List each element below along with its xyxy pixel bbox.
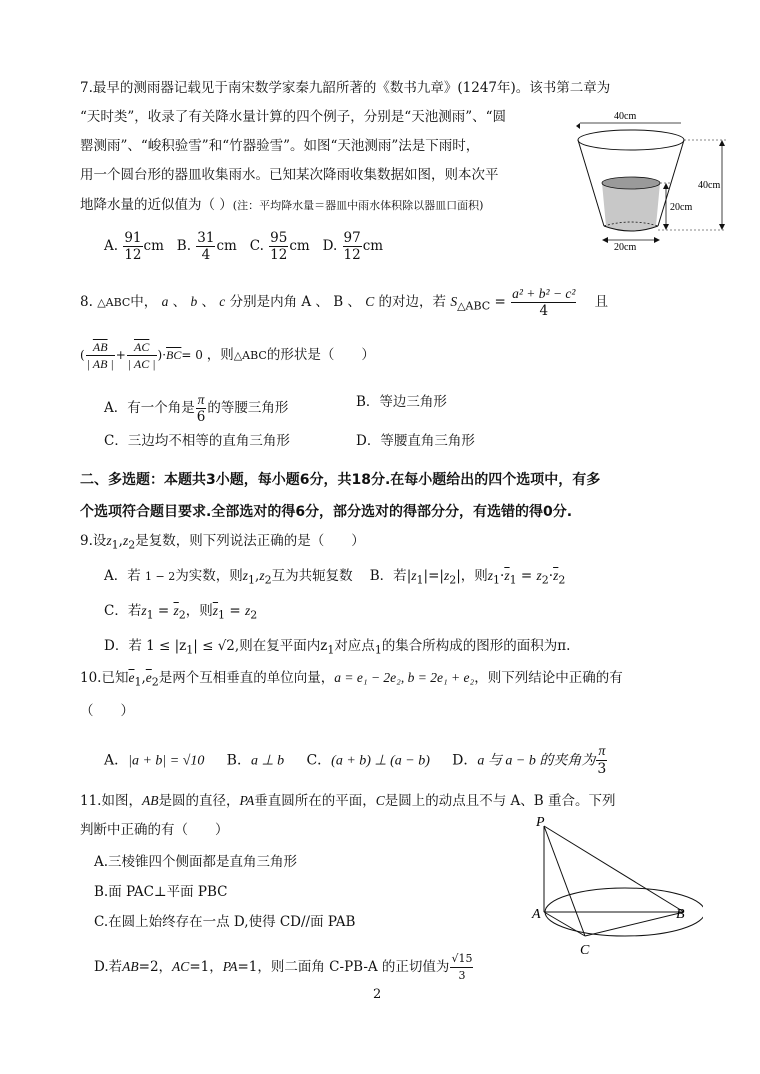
q7-opt-d-unit: cm — [362, 238, 384, 254]
q9-opt-d-4: 的集合所构成的图形的面积为π. — [381, 638, 571, 654]
q8-opt-c: C．三边均不相等的直角三角形 — [104, 433, 290, 449]
q11-stem4: 是圆上的动点且不与 A、B 重合。下列 — [384, 793, 616, 809]
q8-S: S — [450, 294, 458, 309]
q7-fig-height-label: 40cm — [698, 180, 721, 191]
q8-opt-b: B．等边三角形 — [356, 394, 447, 410]
q11-opt-d-AC: AC — [172, 959, 190, 974]
q10-opt-b-expr: a ⊥ b — [250, 753, 285, 769]
section2-heading-line1: 二、多选题：本题共3小题，每小题6分，共18分.在每小题给出的四个选项中，有多 — [80, 472, 601, 488]
q7-line3: 罂测雨”、“峻积验雪”和“竹器验雪”。如图“天池测雨”法是下雨时， — [80, 138, 480, 154]
q8-number: 8. — [80, 294, 93, 310]
q8-eq0: = 0 — [181, 348, 203, 362]
q9-stem1: 9.设 — [80, 533, 107, 549]
q7-fig-top-label: 40cm — [614, 111, 637, 122]
q7-fig-water-label: 20cm — [670, 202, 693, 213]
q7-opt-d-frac: $\frac{97}{12}$ — [343, 230, 361, 263]
q11-PA: PA — [239, 793, 255, 808]
q9-stem2: 是复数，则下列说法正确的是（ ） — [135, 533, 365, 549]
q8-opt-a: A．有一个角是 — [104, 400, 195, 416]
section2-heading-line2: 个选项符合题目要求.全部选对的得6分，部分选对的得部分分，有选错的得0分. — [80, 504, 573, 520]
q11-opt-d-2: =2， — [138, 959, 173, 975]
q11-stem2: 是圆的直径， — [158, 793, 240, 809]
q11-opt-d-PA: PA — [222, 959, 238, 974]
q9-opt-b-1: B．若 — [369, 568, 407, 584]
q8-opt-a-frac: $\frac{\pi}{6}$ — [196, 392, 206, 425]
q10-opt-b: B． — [226, 752, 251, 769]
q9-opt-c: C．若$z_1 = \overline{z}_2$，则$\overline{z}_1 = z_2$ — [104, 603, 258, 622]
q9-opt-a-2: 1 − 2 — [145, 570, 176, 583]
q9-opt-a-4: 互为共轭复数 — [271, 568, 353, 584]
q8-options-row1 — [104, 392, 288, 425]
q9-opt-a-3: 为实数，则 — [175, 568, 243, 584]
q8-S-sub: △ABC — [457, 299, 491, 313]
q8-unit-ab: $\frac{\overline{AB}}{| AB |}$ — [86, 340, 114, 371]
q7-line5-text: 地降水量的近似值为（ ） — [80, 197, 233, 213]
q9-opt-c-2: ，则 — [185, 603, 213, 619]
q10-ab-def: a = e₁ − 2e₂, b = 2e₁ + e₂ — [334, 670, 475, 685]
q11-stem-line1 — [80, 791, 616, 811]
q11-AB: AB — [141, 793, 159, 808]
q11-fig-label-p: P — [536, 815, 545, 830]
q7-frustum-figure — [566, 108, 736, 258]
q8-triangle2: △ABC — [233, 349, 267, 362]
q11-opt-b: B.面 PAC⊥平面 PBC — [94, 884, 228, 900]
q11-fig-label-b: B — [676, 907, 685, 922]
q8-line2: ( $\frac{\overline{AB}}{| AB |}$ + $\frac{\overline{AC}}{| AC |}$ )$\cdot\overline{BC}= 0$ ，则△ABC的形状是（ ） — [80, 340, 375, 371]
q10-e1: $\overline{e}$ — [128, 670, 135, 685]
q9-opt-a-1: A．若 — [104, 568, 141, 584]
q11-opt-d-frac: $\frac{√15}{3}$ — [451, 952, 473, 982]
q10-opt-c-expr: (a + b) ⊥ (a − b) — [331, 753, 430, 769]
q8-C: C — [365, 294, 375, 309]
q11-opt-d-4: =1，则二面角 C-PB-A 的正切值为 — [237, 959, 450, 975]
q10-opt-d: D． — [452, 752, 478, 769]
q8-text3: 的对边，若 — [378, 294, 447, 310]
q10-opt-c: C． — [306, 752, 332, 769]
q8-a: a — [161, 294, 169, 309]
q8-opt-d: D．等腰直角三角形 — [356, 433, 475, 449]
q7-opt-d-label: D. — [322, 238, 338, 254]
q7-note: (注：平均降水量＝器皿中雨水体积除以器皿口面积) — [232, 199, 484, 212]
q11-opt-d — [94, 951, 474, 984]
q7-fig-bottom-label: 20cm — [614, 242, 637, 253]
q9-opt-c-1: C．若 — [104, 603, 142, 619]
q10-stem3: ，则下列结论中正确的有 — [474, 670, 623, 686]
q7-opt-c-label: C. — [249, 238, 264, 254]
q8-text5: ，则 — [206, 347, 234, 363]
q11-fig-label-c: C — [580, 943, 590, 958]
q10-opt-a-expr: |a + b| = √10 — [128, 753, 205, 769]
q9-stem: 9.设$z_1,z_2$是复数，则下列说法正确的是（ ） — [80, 533, 365, 552]
q11-opt-d-3: =1， — [189, 959, 223, 975]
q7-opt-b-frac: $\frac{31}{4}$ — [197, 230, 215, 263]
q11-C: C — [375, 793, 385, 808]
q7-line1: 7.最早的测雨器记载见于南宋数学家秦九韶所著的《数书九章》(1247年)。该书第二章为 — [80, 80, 611, 96]
q10-paren: （ ） — [80, 703, 134, 719]
q8-vec-bc: $\overline{BC}$ — [166, 348, 182, 362]
q8-B: B — [333, 294, 344, 310]
q8-triangle: △ABC — [97, 296, 131, 309]
q10-options — [104, 744, 608, 777]
q8-A: A — [301, 294, 312, 310]
q10-stem2: 是两个互相垂直的单位向量， — [158, 670, 335, 686]
page-number: 2 — [373, 987, 382, 1002]
q8-text4: 且 — [594, 294, 609, 310]
q10-stem: 10.已知$\overline{e}_1,\overline{e}_2$是两个互相垂直的单位向量，a = e₁ − 2e₂, b = 2e₁ + e₂，则下列结论中正确的有 — [80, 670, 623, 689]
q7-options — [104, 230, 383, 263]
q8-area-frac: $\frac{\text{a² + b² − c²}}{4}$ — [512, 286, 576, 319]
q7-line2: “天时类”，收录了有关降水量计算的四个例子，分别是“天池测雨”、“圆 — [80, 109, 507, 125]
q11-geometry-figure — [528, 812, 703, 962]
q11-stem1: 11.如图， — [80, 793, 142, 809]
q10-opt-d-expr: a 与 a − b 的夹角为 — [477, 753, 596, 769]
q11-stem-line2: 判断中正确的有（ ） — [80, 822, 229, 838]
q11-opt-d-AB: AB — [122, 959, 139, 974]
q8-text1: 中， — [130, 294, 158, 310]
q9-opt-d: D．若 $1 \le |z_1| \le √2$,则在复平面内$z_1$对应点$_1$的集合所构成的图形的面积为π. — [104, 638, 571, 657]
q9-z1: z — [106, 533, 112, 548]
q10-opt-a: A． — [104, 752, 129, 769]
q10-opt-d-frac: $\frac{\pi}{3}$ — [597, 744, 607, 777]
q7-opt-b-label: B. — [176, 238, 191, 254]
q11-fig-label-a: A — [532, 907, 541, 922]
q8-opt-a-tail: 的等腰三角形 — [207, 400, 289, 416]
q9-opt-ab: A．若 1 − 2为实数，则$z_1,z_2$互为共轭复数 B．若$|z_1|=|z_2|$，则$z_1\cdot\overline{z}_1 = z_2\cdot\overline{z}_2$ — [104, 568, 566, 587]
q10-stem1: 10.已知 — [80, 670, 129, 686]
q11-opt-d-1: D.若 — [94, 959, 123, 975]
q9-opt-b-2: ，则 — [460, 568, 488, 584]
q10-e2: $\overline{e}$ — [145, 670, 152, 685]
q8-b: b — [190, 294, 198, 309]
q8-text6: 的形状是（ ） — [266, 347, 375, 363]
q8-c: c — [219, 294, 226, 309]
q8-line1: 8. △ABC中， a 、 b 、 c 分别是内角 A 、 B 、 C 的对边，若 $S_{\triangle ABC}$ = $\frac{\text{a² + b² − c²}}{4}$ 且 — [80, 286, 609, 319]
q7-opt-b-unit: cm — [216, 238, 237, 254]
q7-line4: 用一个圆台形的器皿收集雨水。已知某次降雨收集数据如图，则本次平 — [80, 167, 499, 183]
q11-stem3: 垂直圆所在的平面， — [254, 793, 376, 809]
q9-opt-d-3: 对应点 — [334, 638, 375, 654]
q7-opt-c-frac: $\frac{95}{12}$ — [270, 230, 288, 263]
q9-z2: z — [122, 533, 129, 548]
q8-eq: = — [494, 294, 506, 310]
q9-opt-d-1: D．若 1 ≤ |z — [104, 638, 187, 654]
q7-line5 — [80, 195, 483, 216]
q11-opt-a: A.三棱锥四个侧面都是直角三角形 — [94, 854, 298, 870]
q8-dot: · — [162, 348, 167, 362]
q7-opt-c-unit: cm — [289, 238, 310, 254]
q8-text2: 分别是内角 — [229, 294, 298, 310]
q7-opt-a-unit: cm — [143, 238, 164, 254]
q11-opt-c: C.在圆上始终存在一点 D,使得 CD//面 PAB — [94, 914, 356, 930]
q8-unit-ac: $\frac{\overline{AC}}{| AC |}$ — [127, 340, 156, 371]
q7-opt-a-label: A. — [104, 238, 119, 254]
q9-opt-d-2: | ≤ √2,则在复平面内z — [193, 638, 328, 654]
q7-opt-a-frac: $\frac{91}{12}$ — [124, 230, 142, 263]
